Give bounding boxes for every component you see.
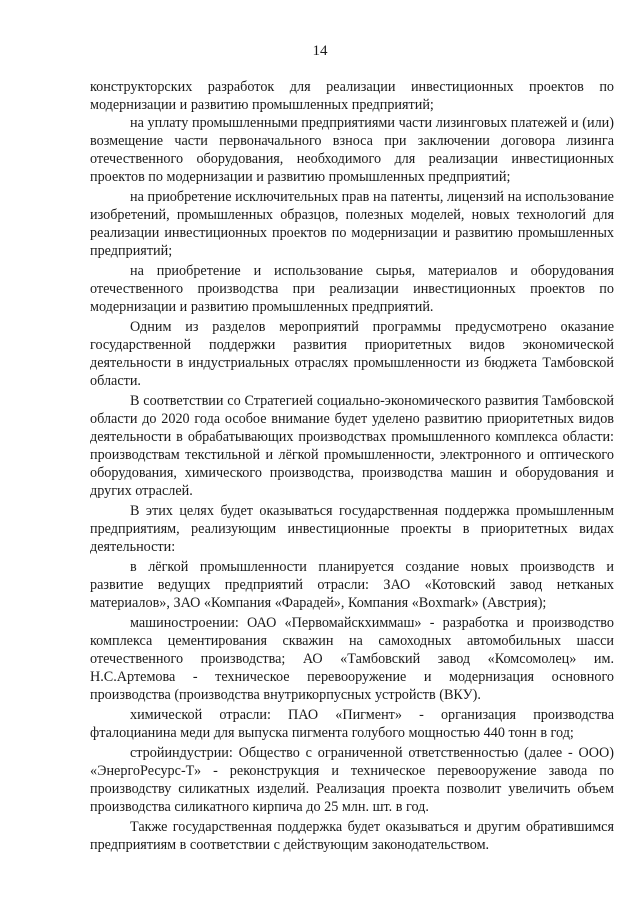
- document-body: [90, 78, 614, 854]
- page-number: 14: [312, 43, 328, 59]
- paragraph: конструкторских разработок для реализации инвестиционных проектов по модернизации и развитию промышленных предприятий;: [90, 79, 614, 113]
- paragraph: В соответствии со Стратегией социально-экономического развития Тамбовской области до 2020 года особое внимание будет уделено развитию приоритетных видов деятельности в обрабатывающих производствах промышленного комплекса области: производствам текстильной и лёгкой промышленности, электронного и оптического оборудования, химического производства, производства машин и оборудования и других отраслей.: [90, 393, 614, 499]
- paragraph: химической отрасли: ПАО «Пигмент» - организация производства фталоцианина меди для выпуска пигмента голубого мощностью 440 тонн в год;: [90, 707, 614, 741]
- paragraph: в лёгкой промышленности планируется создание новых производств и развитие ведущих предприятий отрасли: ЗАО «Котовский завод нетканых материалов», ЗАО «Компания «Фарадей», Компания «Boxmark» (Австрия);: [90, 559, 614, 611]
- paragraph: на приобретение исключительных прав на патенты, лицензий на использование изобретений, промышленных образцов, полезных моделей, новых технологий для реализации инвестиционных проектов по модернизации и развитию промышленных предприятий;: [90, 189, 614, 259]
- paragraph: Также государственная поддержка будет оказываться и другим обратившимся предприятиям в соответствии с действующим законодательством.: [90, 819, 614, 853]
- paragraph: В этих целях будет оказываться государственная поддержка промышленным предприятиям, реализующим инвестиционные проекты в приоритетных видах деятельности:: [90, 503, 614, 555]
- paragraph: на приобретение и использование сырья, материалов и оборудования отечественного производства при реализации инвестиционных проектов по модернизации и развитию промышленных предприятий.: [90, 263, 614, 315]
- paragraph: машиностроении: ОАО «Первомайскхиммаш» - разработка и производство комплекса цементирования скважин на самоходных автомобильных шасси отечественного производства; АО «Тамбовский завод «Комсомолец» им. Н.С.Артемова - техническое перевооружение и модернизация основного производства (производства внутрикорпусных устройств (ВКУ).: [90, 615, 614, 703]
- paragraph: на уплату промышленными предприятиями части лизинговых платежей и (или) возмещение части первоначального взноса при заключении договора лизинга отечественного оборудования, необходимого для реализации инвестиционных проектов по модернизации и развитию промышленных предприятий;: [90, 115, 614, 185]
- paragraph: стройиндустрии: Общество с ограниченной ответственностью (далее - ООО) «ЭнергоРесурс-Т» - реконструкция и техническое перевооружение завода по производству силикатных изделий. Реализация проекта позволит увеличить объем производства силикатного кирпича до 25 млн. шт. в год.: [90, 745, 614, 815]
- paragraph: Одним из разделов мероприятий программы предусмотрено оказание государственной поддержки развития приоритетных видов экономической деятельности в индустриальных отраслях промышленности из бюджета Тамбовской области.: [90, 319, 614, 389]
